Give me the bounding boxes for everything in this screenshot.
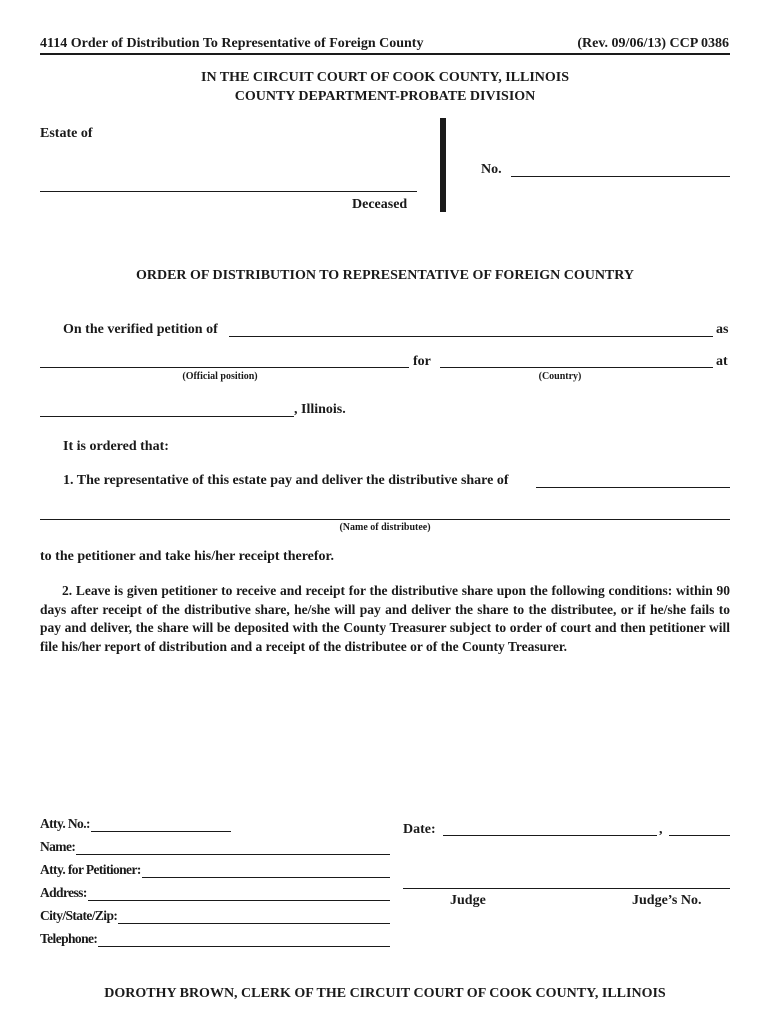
- year-field[interactable]: [669, 835, 730, 836]
- judge-label: Judge: [450, 893, 486, 908]
- as-label: as: [716, 322, 729, 337]
- judge-number-label: Judge’s No.: [632, 893, 702, 908]
- petitioner-name-field[interactable]: [229, 336, 713, 337]
- court-name: IN THE CIRCUIT COURT OF COOK COUNTY, ILLINOIS: [201, 70, 569, 85]
- order-item-2-text: 2. Leave is given petitioner to receive and receipt for the distributive share upon the following conditions: within 90 days after receipt of the distributive share, he/she will pay and deliver the share to the distributee, or if he/she fails to pay and deliver, the share will be deposited with the County Treasurer subject to order of court and then petitioner will file his/her report of distribution and a receipt of the distributee or of the County Treasurer.: [40, 583, 730, 654]
- judge-signature-line[interactable]: [403, 888, 730, 889]
- date-label: Date:: [403, 822, 436, 837]
- official-position-field[interactable]: [40, 367, 409, 368]
- at-label: at: [716, 354, 728, 369]
- order-item-2: [40, 582, 730, 656]
- form-revision: (Rev. 09/06/13) CCP 0386: [577, 36, 729, 51]
- address-label: Address:: [40, 885, 87, 900]
- petition-intro: On the verified petition of: [63, 322, 218, 337]
- ordered-label: It is ordered that:: [63, 439, 169, 454]
- country-caption: (Country): [538, 371, 582, 382]
- estate-of-label: Estate of: [40, 126, 93, 141]
- document-title: ORDER OF DISTRIBUTION TO REPRESENTATIVE OF FOREIGN COUNTRY: [135, 268, 634, 283]
- atty-for-petitioner-label: Atty. for Petitioner:: [40, 862, 141, 877]
- estate-name-field[interactable]: [40, 191, 417, 192]
- telephone-field[interactable]: [40, 931, 390, 947]
- header-rule: [40, 53, 730, 55]
- distributee-share-field[interactable]: [536, 487, 730, 488]
- case-number-label: No.: [481, 162, 502, 177]
- for-label: for: [413, 354, 431, 369]
- date-comma: ,: [659, 822, 663, 837]
- date-field[interactable]: [443, 835, 657, 836]
- court-division: COUNTY DEPARTMENT-PROBATE DIVISION: [234, 89, 536, 104]
- receipt-text: to the petitioner and take his/her receipt therefor.: [40, 549, 334, 564]
- atty-for-petitioner-field[interactable]: [40, 862, 390, 878]
- form-number-title: 4114 Order of Distribution To Representative of Foreign County: [40, 36, 424, 51]
- city-state-zip-field[interactable]: [40, 908, 390, 924]
- illinois-label: , Illinois.: [294, 402, 346, 417]
- official-position-caption: (Official position): [182, 371, 258, 382]
- address-field[interactable]: [40, 885, 390, 901]
- country-field[interactable]: [440, 367, 713, 368]
- name-label: Name:: [40, 839, 76, 854]
- city-state-zip-label: City/State/Zip:: [40, 908, 118, 923]
- clerk-footer: DOROTHY BROWN, CLERK OF THE CIRCUIT COURT OF COOK COUNTY, ILLINOIS: [104, 986, 666, 1001]
- telephone-label: Telephone:: [40, 931, 98, 946]
- name-field[interactable]: [40, 839, 390, 855]
- caption-divider-bar: [440, 118, 446, 212]
- distributee-caption: (Name of distributee): [339, 522, 431, 533]
- city-field[interactable]: [40, 416, 294, 417]
- deceased-label: Deceased: [352, 197, 408, 212]
- atty-no-field[interactable]: [40, 816, 231, 832]
- distributee-name-field[interactable]: [40, 519, 730, 520]
- order-item-1: 1. The representative of this estate pay and deliver the distributive share of: [63, 473, 509, 488]
- atty-no-label: Atty. No.:: [40, 816, 90, 831]
- case-number-field[interactable]: [511, 176, 730, 177]
